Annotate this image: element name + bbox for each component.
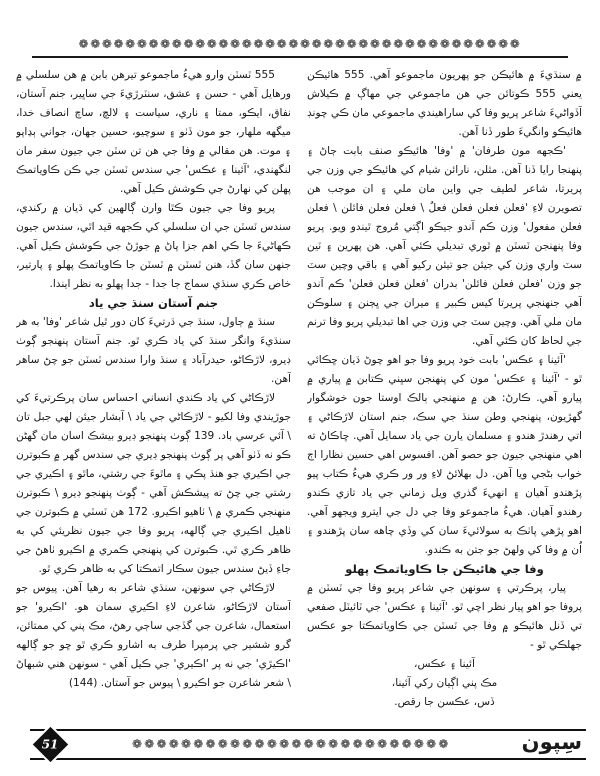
top-ornament-border: ❁❁❁❁❁❁❁❁❁❁❁❁❁❁❁❁❁❁❁❁❁❁❁❁❁❁❁❁❁❁❁❁❁❁❁❁❁❁ (32, 36, 568, 58)
paragraph-pyar-prakriti: پيار، پرڪرتي ۽ سونهن جي شاعر پريو وفا جي ٽسٽن ۾ پروفا جو اهو پيار نظر اچي ٿو. 'آئينا ۽ عڪس' جي ٽائيٽل صفعي تي ڏنل هائيڪو ۾ وفا جي ٽسٽن جي ڪاوياتمڪتا جو عڪس جهلڪي ٿو - (307, 582, 582, 651)
haiku-line-2: مڪ پني اڳيان رکي آئينا، (391, 677, 498, 689)
page-body (16, 66, 582, 726)
section-heading-janam-asthan: جنم آستان سنڌ جي ياد (88, 296, 219, 310)
paragraph-kujh-moon-tarfan: 'ڪجهه مون طرفان' ۾ 'وفا' هائيڪو صنف بابت ڄاڻ ۽ پنهنجا رايا ڏنا آهن. مثلن، نارائن شيام کي هائيڪو جي وزن جي پريرتا، شاعر لطيف جي واين مان ملي ۽ ان موجب هن تصويرن لاءِ 'فعلن فعلن فعلن فعلُ \ فعلن فعلن فائلن \ فعلن فعلن مفعول' وزن ڪم آندو جيڪو اڳتي مُروج ٿيندو ويو. پريو وفا پنهنجن ٽسٽن ۾ ٿوري تبديلي ڪئي آهي. هن پهرين ۽ ٽين سٽ واري وزن کي جيئن جو تيئن رکيو آهي ۽ باقي وچين سٽ جو وزن 'فعلن فعلن فائلن' بدران 'فعلن فعلن فعلن' ڪم آندو آهي جنهنجي پريرتا کيس ڪبير ۽ ميران جي ڀڄنن ۽ سلوڪن مان ملي آهي. وچين سٽ جي وزن جي اها تبديلي پريو وفا ترنم جي لحاظ کان ڪئي آهي. (307, 145, 582, 347)
paragraph-555-tristen: 555 ٽسٽن وارو هيءُ ماجموعو تيرهن بابن ۾ هن سلسلي ۾ ورهايل آهي - حسن ۽ عشق، سنٽرڙيءَ جي ساڀير، جنم آستان، نفاق، ايڪو، ممتا ۽ ناري، سياست ۽ لالچ، ساچ انصاف خدا، ميگهه ملهار، جو مون ڏٺو ۽ سوچيو، حسين جهان، جواني ٻڍاپو ۽ موت. هن مقالي ۾ وفا جي هن تن سٽن جي جيون سفر مان لنگهندي، 'آئينا ۽ عڪس' جي سندس ٽسٽن جي ڪن ڪاوياتمڪ پهلن کي نهارڻ جي ڪوشش ڪيل آهي. (16, 69, 291, 195)
journal-logo: سِپون (521, 730, 582, 754)
paragraph-sindh-jawal: سنڌ ۾ ڄاول، سنڌ جي ڌرتيءَ کان دور ٿيل شاعر 'وفا' به هر سنڌيءَ وانگر سنڌ کي ياد ڪري ٿو. جنم آستان پنهنجو ڳوٺ ڊيرو، لاڙڪاڻو، حيدرآباد ۽ سنڌ وارا سندس ٽسٽن جو چڻ ساهر آهن. (16, 316, 291, 385)
haiku-line-1: آئينا ۽ عڪس، (414, 658, 475, 670)
haiku-verse (307, 655, 582, 712)
haiku-line-3: ڏس، عڪسن جا رقص. (394, 696, 495, 708)
paragraph-aaina-aks-quote: 'آئينا ۽ عڪس' بابت خود پريو وفا جو اهو چوڻ ڌيان ڇڪائي ٿو - 'آئينا ۽ عڪس' مون کي پنهنجن سڀني ڪتابن ۾ پياري ۾ پيارو آهي. ڪارڻ: هن ۾ منهنجي ٻالڪ اوستا جون خوشگوار گهڙيون، پنهنجي وطن سنڌ جي سڪ، جنم استان لاڙڪاڻي ۽ اتي رهندڙ هندو ۽ مسلمان يارن جي ياد سمايل آهي. ڇاڪاڻ ته اهي منهنجي جيون جو حصو آهن. افسوس اهي حسين نظارا اڄ خواب بڻجي ويا آهن. دل بهلائڻ لاءِ ور ور ڪري هيءُ ڪتاب پيو پڙهندو آهيان ۽ انهيءَ گذري ويل زماني جي ياد تازي ڪندو رهندو آهيان. هيءُ ماجموعو وفا جي دل جي ايترو ويجهو آهي. اهو پڙهي پاٺڪ به سولائيءَ سان کي وڏي چاهه سان پڙهندو ۽ اُن ۾ وفا کي ولهڻ جو جتن به ڪندو. (307, 354, 582, 556)
section-heading-kavyatmak-pahlu: وفا جي هائيڪن جا ڪاوياتمڪ پهلو (345, 562, 544, 576)
paragraph-larkana-sonhan: لاڙڪاڻي جي سونهن، سنڌي شاعر به رهيا آهن. پيوس جو آستان لاڙڪاڻو، شاعرن لاءِ اڪيري سمان هو. 'اڪيرو' جو استعمال، شاعرن جي گڏجي ساڄي رهڻ، مڪ پني کي ممتائن، گرو ششير جي پرمپرا طرف به اشارو ڪري ٿو ڇو جو ڳالهه 'اڪيڙي' جي نه پر 'اڪيري' جي ڪيل آهي - سونهن هني شبهاڻ \ شعر شاعرن جو اڪيرو \ پيوس جو آستان. (144) (16, 582, 291, 689)
page-footer (30, 729, 586, 760)
column-left (16, 66, 291, 726)
column-right (307, 66, 582, 726)
paragraph-jeevan-katha: پريو وفا جي جيون ڪٿا وارن ڳالهين کي ڌيان ۾ رکندي، سندس ٽسٽن جي ان سلسلي کي ڪجهه قيد اٿي، سندس جيون ڪهاڻيءَ جا ڪي اهم جزا پاڻ ۾ جوڙڻ جي ڪوشش ڪيل آهي. جنهن سان گڏ، هنن ٽسٽن ۾ ٽسٽن جا ڪاوياتمڪ پهلو ۽ پارتير، خاص ڪري سنڌي سماج جا جدا - جدا پهلو به نظر ايندا. (16, 202, 291, 290)
paragraph-continuation: ۾ سنڌيءَ ۾ هائيڪن جو پهريون ماجموعو آهي. 555 هائيڪن يعني 555 ڪوتائن جي هن ماجموعي جي مهاڳ ۾ ڪيلاش آڏواڻيءَ شاعر پريو وفا کي ساراهيندي ماجموعي مان ڪي چونڊ هائيڪو وانگيءَ طور ڏنا آهن. (307, 69, 582, 138)
page-number: 51 (42, 737, 59, 752)
paragraph-larkana-yaad: لاڙڪاڻي کي ياد ڪندي انساني احساس سان پرڪرتيءَ کي جوڙيندي وفا لکيو - لاڙڪاڻي جي ياد \ آبشار جيئن لهي جبل تان \ آئي عرسي باد. 139 ڳوٺ پنهنجو ڊيرو بيشڪ اسان مان گهڻن ڪو نه ڏٺو آهي پر ڳوٺ پنهنجو ڊيري جي سندس گهر ۾ ڪبوترن جي اڪيري جو هنڌ پڪي ۽ ماٿوءَ جي رشتي، ماٿو ۽ اڪيري جي رشتي جي چڻ ته پيشڪش آهي - ڳوٺ پنهنجو ڊيرو \ ڪبوترن منهنجي ڪمري ۾ \ ٺاهيو اڪيرو. 172 هن ٽسٽي ۾ ڪبوترن جي ٺاهيل اڪيري جي ڳالهه، پريو وفا جي جيون نظريئي کي به ظاهر ڪري ٿي. ڪبوترن کي پنهنجي ڪمري ۾ اڪيرو ٺاهڻ جي جاءِ ڏيڻ سندس جيون سڪار اتمڪتا کي به ظاهر ڪري ٿو. (16, 392, 291, 575)
footer-ornament-row: ❁❁❁❁❁❁❁❁❁❁❁❁❁❁❁❁❁❁❁❁❁❁❁❁❁❁ (132, 737, 451, 751)
